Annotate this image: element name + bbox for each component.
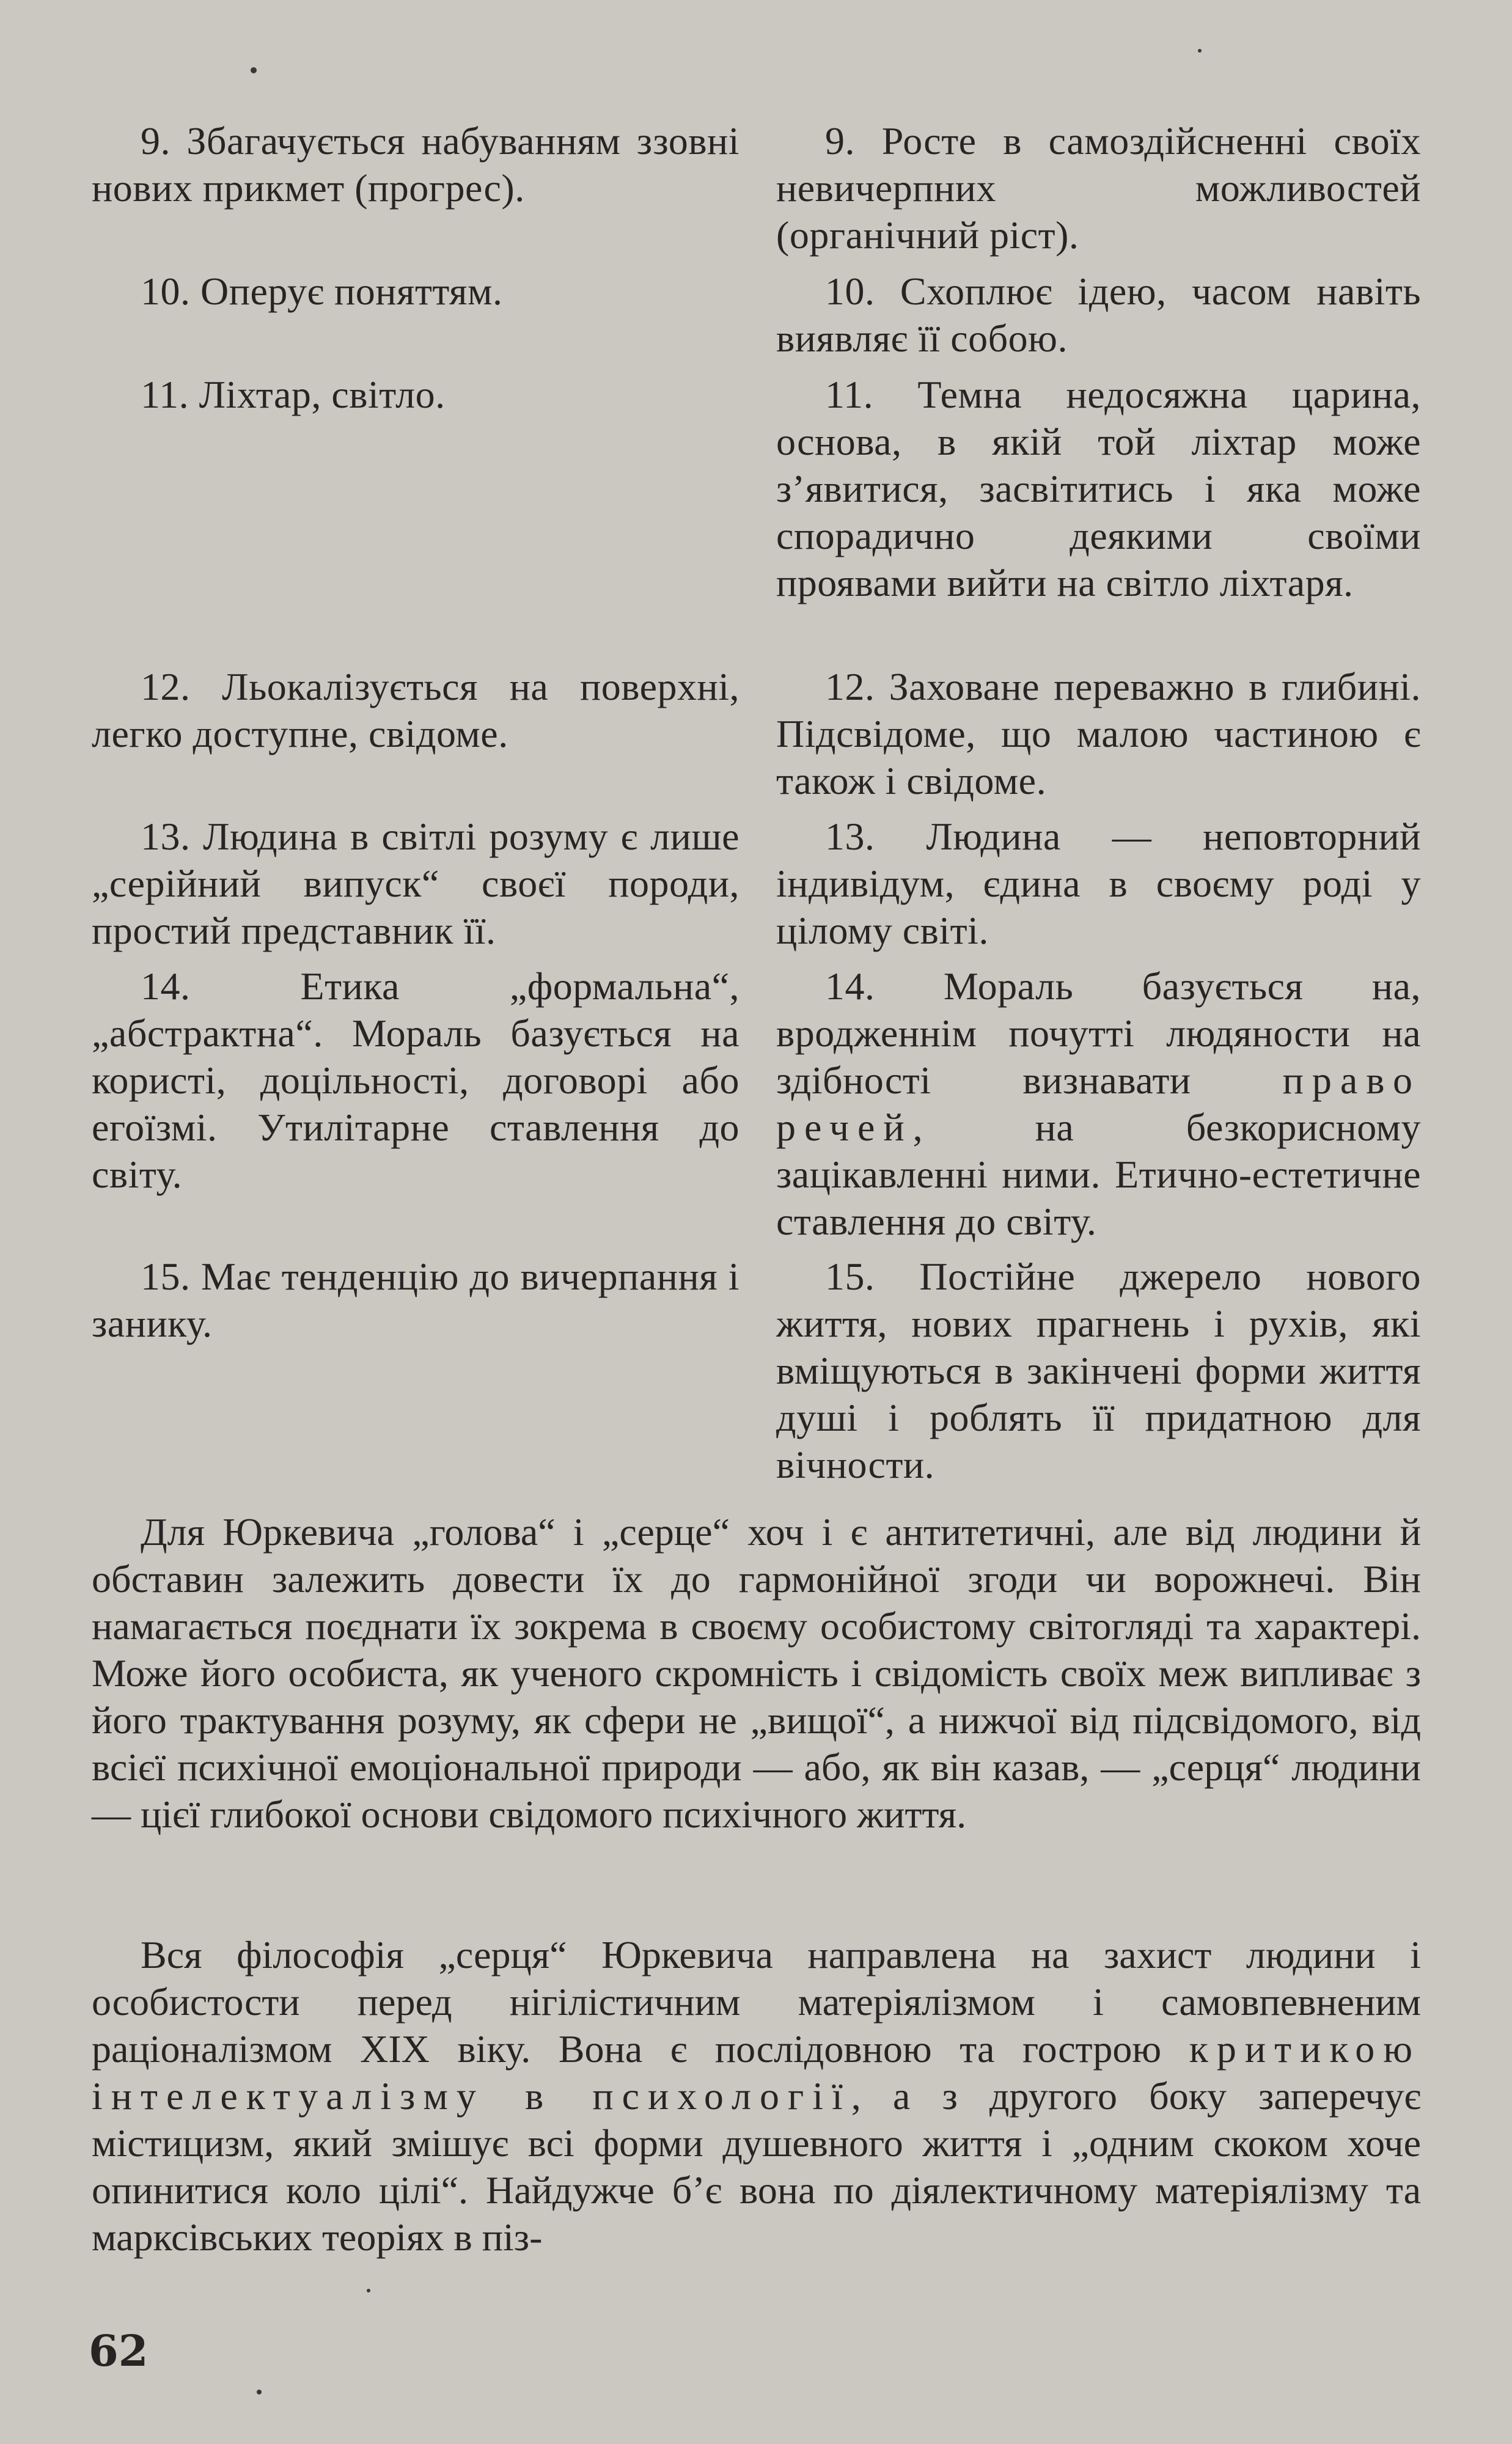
- right-item-14-text-b: , на безкорисному зацікавленні ними. Етично-естетичне ставлення до світу.: [776, 1106, 1421, 1243]
- comparison-row-14: [92, 963, 1421, 1245]
- page-number: 62: [89, 2325, 149, 2376]
- left-item-11: 11. Ліхтар, світло.: [141, 373, 446, 416]
- left-item-9: 9. Збагачується набуванням ззовні нових прикмет (прогрес).: [92, 119, 739, 210]
- comparison-row-11: [92, 371, 1421, 606]
- comparison-row-9: [92, 117, 1421, 259]
- right-item-9: 9. Росте в самоздійсненні своїх невичерпних можливостей (органічний ріст).: [776, 119, 1421, 257]
- paper-speck: [367, 2289, 370, 2292]
- body-paragraph-2: [92, 1931, 1421, 2261]
- body-paragraph-2-text-a: Вся філософія „серця“ Юркевича направлена на захист людини і особистости перед нігілістичним матеріялізмом і самовпевненим раціоналізмом XIX віку. Вона є послідовною та гострою: [92, 1933, 1421, 2071]
- comparison-row-10: [92, 268, 1421, 362]
- body-paragraph-1: Для Юркевича „голова“ і „серце“ хоч і є антитетичні, але від людини й обставин залежить довести їх до гармонійної згоди чи ворожнечі. Він намагається поєднати їх зокрема в своєму особистому світогляді та характері. Може його особиста, як ученого скромність і свідомість своїх меж випливає з його трактування розуму, як сфери не „вищої“, а нижчої від підсвідомого, від всієї психічної емоціональної природи — або, як він казав, — „серця“ людини — цієї глибокої основи свідомого психічного життя.: [92, 1510, 1421, 1836]
- comparison-row-13: [92, 813, 1421, 954]
- right-item-12: 12. Заховане переважно в глибині. Підсвідоме, що малою частиною є також і свідоме.: [776, 665, 1421, 802]
- left-item-14: 14. Етика „формальна“, „абстрактна“. Мораль базується на користі, доцільності, договорі або егоїзмі. Утилітарне ставлення до світу.: [92, 964, 739, 1196]
- paper-speck: [251, 67, 257, 73]
- right-item-15: 15. Постійне джерело нового життя, нових прагнень і рухів, які вміщуються в закінчені форми життя душі і роблять її придатною для вічности.: [776, 1255, 1421, 1486]
- comparison-row-15: [92, 1253, 1421, 1488]
- right-item-11: 11. Темна недосяжна царина, основа, в якій той ліхтар може з’явитися, засвітитись і яка може спорадично деякими своїми проявами вийти на світло ліхтаря.: [776, 373, 1421, 604]
- comparison-row-12: [92, 663, 1421, 804]
- right-item-14-emphasis: право речей: [776, 1059, 1421, 1149]
- left-item-13: 13. Людина в світлі розуму є лише „серійний випуск“ своєї породи, простий представник її.: [92, 815, 739, 952]
- right-item-14: [776, 963, 1421, 1245]
- paper-speck: [257, 2390, 262, 2394]
- left-item-15: 15. Має тенденцію до вичерпання і занику.: [92, 1255, 739, 1345]
- right-item-10: 10. Схоплює ідею, часом навіть виявляє її собою.: [776, 270, 1421, 360]
- body-paragraph-2-emphasis: критикою інтелектуалізму в психології: [92, 2027, 1421, 2118]
- right-item-14-text-a: 14. Мораль базується на, вродженнім почутті людяности на здібності визнавати: [776, 964, 1421, 1102]
- paper-speck: [1198, 49, 1202, 53]
- right-item-13: 13. Людина — неповторний індивідум, єдина в своєму роді у цілому світі.: [776, 815, 1421, 952]
- left-item-12: 12. Льокалізується на поверхні, легко доступне, свідоме.: [92, 665, 739, 755]
- left-item-10: 10. Оперує поняттям.: [141, 270, 503, 313]
- body-paragraph-2-text-b: , а з другого боку заперечує містицизм, який змішує всі форми душевного життя і „одним скоком хоче опинитися коло цілі“. Найдужче б’є вона по діялектичному матеріялізму та марксівських теоріях в піз-: [92, 2074, 1422, 2259]
